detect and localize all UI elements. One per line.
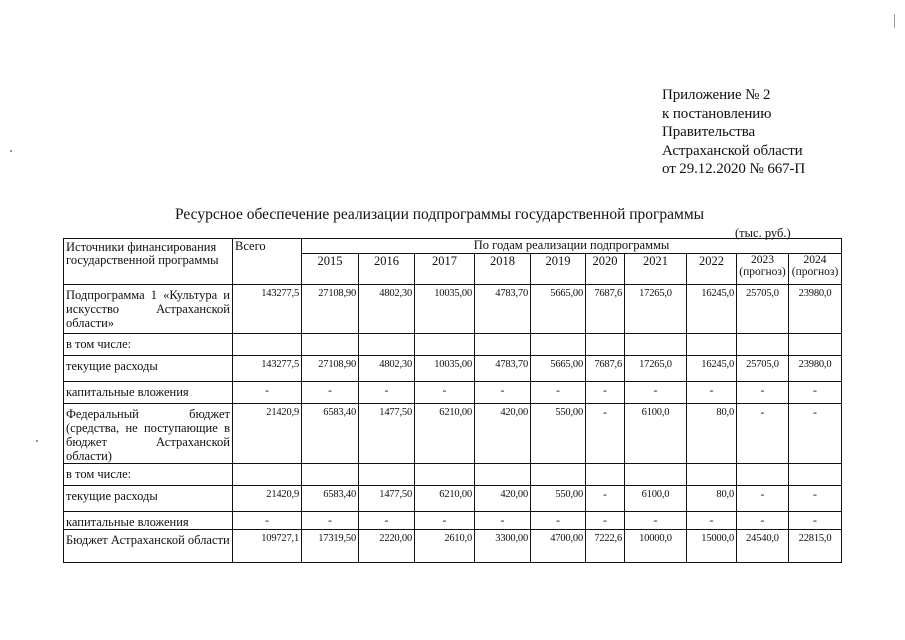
value-cell: 10035,00 bbox=[415, 285, 475, 334]
value-cell: - bbox=[359, 382, 415, 404]
value-cell: 2610,0 bbox=[415, 530, 475, 563]
empty-cell bbox=[359, 464, 415, 486]
value-cell: 4802,30 bbox=[359, 356, 415, 382]
appendix-line: от 29.12.2020 № 667-П bbox=[662, 161, 806, 178]
value-cell: 27108,90 bbox=[302, 285, 359, 334]
value-cell: 4802,30 bbox=[359, 285, 415, 334]
row-label: в том числе: bbox=[64, 334, 233, 356]
value-cell: - bbox=[415, 512, 475, 530]
value-cell: - bbox=[475, 512, 531, 530]
value-cell: 24540,0 bbox=[737, 530, 789, 563]
table-row bbox=[64, 530, 842, 563]
value-cell: 1477,50 bbox=[359, 404, 415, 464]
value-cell: 143277,5 bbox=[233, 356, 302, 382]
value-cell: 420,00 bbox=[475, 404, 531, 464]
value-cell: 16245,0 bbox=[687, 356, 737, 382]
value-cell: 25705,0 bbox=[737, 285, 789, 334]
empty-cell bbox=[737, 334, 789, 356]
empty-cell bbox=[586, 334, 625, 356]
table-row bbox=[64, 285, 842, 334]
scan-mark bbox=[894, 14, 897, 28]
value-cell: 6100,0 bbox=[625, 404, 687, 464]
value-cell: 10000,0 bbox=[625, 530, 687, 563]
forecast-note: (прогноз) bbox=[739, 266, 786, 278]
value-cell: - bbox=[586, 404, 625, 464]
value-cell: 109727,1 bbox=[233, 530, 302, 563]
value-cell: 1477,50 bbox=[359, 486, 415, 512]
value-cell: 17319,50 bbox=[302, 530, 359, 563]
row-label: текущие расходы bbox=[64, 356, 233, 382]
value-cell: - bbox=[531, 512, 586, 530]
value-cell: - bbox=[531, 382, 586, 404]
value-cell: 3300,00 bbox=[475, 530, 531, 563]
value-cell: - bbox=[737, 486, 789, 512]
empty-cell bbox=[789, 334, 842, 356]
empty-cell bbox=[359, 334, 415, 356]
value-cell: 4783,70 bbox=[475, 356, 531, 382]
header-forecast-year bbox=[737, 254, 789, 285]
value-cell: 23980,0 bbox=[789, 285, 842, 334]
funding-table bbox=[63, 238, 842, 563]
value-cell: 27108,90 bbox=[302, 356, 359, 382]
value-cell: 6210,00 bbox=[415, 404, 475, 464]
value-cell: - bbox=[302, 512, 359, 530]
scan-speck bbox=[36, 440, 38, 442]
empty-cell bbox=[625, 334, 687, 356]
empty-cell bbox=[302, 464, 359, 486]
appendix-line: Правительства bbox=[662, 124, 756, 141]
value-cell: 17265,0 bbox=[625, 285, 687, 334]
value-cell: - bbox=[789, 486, 842, 512]
header-year: 2018 bbox=[475, 254, 531, 285]
row-label: капитальные вложения bbox=[64, 512, 233, 530]
value-cell: 4783,70 bbox=[475, 285, 531, 334]
header-source: Источники финансирования государственной программы bbox=[64, 239, 233, 285]
header-row bbox=[64, 239, 842, 254]
value-cell: - bbox=[586, 486, 625, 512]
empty-cell bbox=[531, 464, 586, 486]
row-label: Подпрограмма 1 «Культура и искусство Астраханской области» bbox=[64, 285, 233, 334]
value-cell: - bbox=[737, 382, 789, 404]
empty-cell bbox=[415, 334, 475, 356]
value-cell: - bbox=[586, 512, 625, 530]
empty-cell bbox=[789, 464, 842, 486]
header-year: 2019 bbox=[531, 254, 586, 285]
value-cell: - bbox=[359, 512, 415, 530]
empty-cell bbox=[475, 464, 531, 486]
appendix-line: Астраханской области bbox=[662, 142, 803, 159]
empty-cell bbox=[415, 464, 475, 486]
row-label: текущие расходы bbox=[64, 486, 233, 512]
empty-cell bbox=[687, 334, 737, 356]
value-cell: - bbox=[737, 404, 789, 464]
header-year: 2017 bbox=[415, 254, 475, 285]
forecast-year: 2023 bbox=[751, 254, 774, 266]
value-cell: - bbox=[586, 382, 625, 404]
header-year: 2022 bbox=[687, 254, 737, 285]
value-cell: 23980,0 bbox=[789, 356, 842, 382]
table-row bbox=[64, 512, 842, 530]
value-cell: 6583,40 bbox=[302, 486, 359, 512]
empty-cell bbox=[302, 334, 359, 356]
value-cell: - bbox=[233, 382, 302, 404]
value-cell: 6100,0 bbox=[625, 486, 687, 512]
empty-cell bbox=[475, 334, 531, 356]
value-cell: 21420,9 bbox=[233, 486, 302, 512]
value-cell: 6583,40 bbox=[302, 404, 359, 464]
value-cell: 550,00 bbox=[531, 486, 586, 512]
empty-cell bbox=[687, 464, 737, 486]
value-cell: - bbox=[302, 382, 359, 404]
value-cell: - bbox=[789, 512, 842, 530]
value-cell: - bbox=[737, 512, 789, 530]
value-cell: - bbox=[625, 512, 687, 530]
value-cell: 15000,0 bbox=[687, 530, 737, 563]
forecast-note: (прогноз) bbox=[791, 266, 839, 278]
table-row bbox=[64, 486, 842, 512]
header-year: 2016 bbox=[359, 254, 415, 285]
value-cell: 5665,00 bbox=[531, 285, 586, 334]
value-cell: - bbox=[687, 512, 737, 530]
document-title: Ресурсное обеспечение реализации подпрограммы государственной программы bbox=[175, 206, 705, 223]
value-cell: 7222,6 bbox=[586, 530, 625, 563]
table-row bbox=[64, 356, 842, 382]
value-cell: 143277,5 bbox=[233, 285, 302, 334]
units-label: (тыс. руб.) bbox=[735, 226, 791, 240]
table-row bbox=[64, 334, 842, 356]
row-label: Федеральный бюджет (средства, не поступающие в бюджет Астраханской области) bbox=[64, 404, 233, 464]
value-cell: 550,00 bbox=[531, 404, 586, 464]
appendix-line: к постановлению bbox=[662, 105, 772, 122]
value-cell: - bbox=[687, 382, 737, 404]
value-cell: 2220,00 bbox=[359, 530, 415, 563]
forecast-year: 2024 bbox=[803, 254, 827, 266]
row-label: капитальные вложения bbox=[64, 382, 233, 404]
value-cell: 5665,00 bbox=[531, 356, 586, 382]
empty-cell bbox=[233, 464, 302, 486]
header-total: Всего bbox=[233, 239, 302, 285]
header-forecast-year bbox=[789, 254, 842, 285]
appendix-line: Приложение № 2 bbox=[662, 87, 771, 103]
table-row bbox=[64, 404, 842, 464]
header-by-years: По годам реализации подпрограммы bbox=[302, 239, 842, 254]
value-cell: 17265,0 bbox=[625, 356, 687, 382]
value-cell: - bbox=[415, 382, 475, 404]
header-year: 2021 bbox=[625, 254, 687, 285]
value-cell: - bbox=[625, 382, 687, 404]
header-year: 2015 bbox=[302, 254, 359, 285]
value-cell: 10035,00 bbox=[415, 356, 475, 382]
value-cell: - bbox=[475, 382, 531, 404]
appendix-block bbox=[662, 86, 805, 179]
value-cell: 7687,6 bbox=[586, 356, 625, 382]
value-cell: 7687,6 bbox=[586, 285, 625, 334]
empty-cell bbox=[625, 464, 687, 486]
table-row bbox=[64, 382, 842, 404]
value-cell: 22815,0 bbox=[789, 530, 842, 563]
value-cell: 80,0 bbox=[687, 486, 737, 512]
value-cell: 420,00 bbox=[475, 486, 531, 512]
value-cell: 80,0 bbox=[687, 404, 737, 464]
value-cell: 16245,0 bbox=[687, 285, 737, 334]
empty-cell bbox=[531, 334, 586, 356]
value-cell: 21420,9 bbox=[233, 404, 302, 464]
empty-cell bbox=[586, 464, 625, 486]
empty-cell bbox=[233, 334, 302, 356]
empty-cell bbox=[737, 464, 789, 486]
value-cell: - bbox=[789, 404, 842, 464]
scan-speck bbox=[10, 150, 12, 152]
table-row bbox=[64, 464, 842, 486]
row-label: в том числе: bbox=[64, 464, 233, 486]
value-cell: 25705,0 bbox=[737, 356, 789, 382]
header-year: 2020 bbox=[586, 254, 625, 285]
value-cell: - bbox=[233, 512, 302, 530]
value-cell: 6210,00 bbox=[415, 486, 475, 512]
value-cell: 4700,00 bbox=[531, 530, 586, 563]
value-cell: - bbox=[789, 382, 842, 404]
row-label: Бюджет Астраханской области bbox=[64, 530, 233, 563]
